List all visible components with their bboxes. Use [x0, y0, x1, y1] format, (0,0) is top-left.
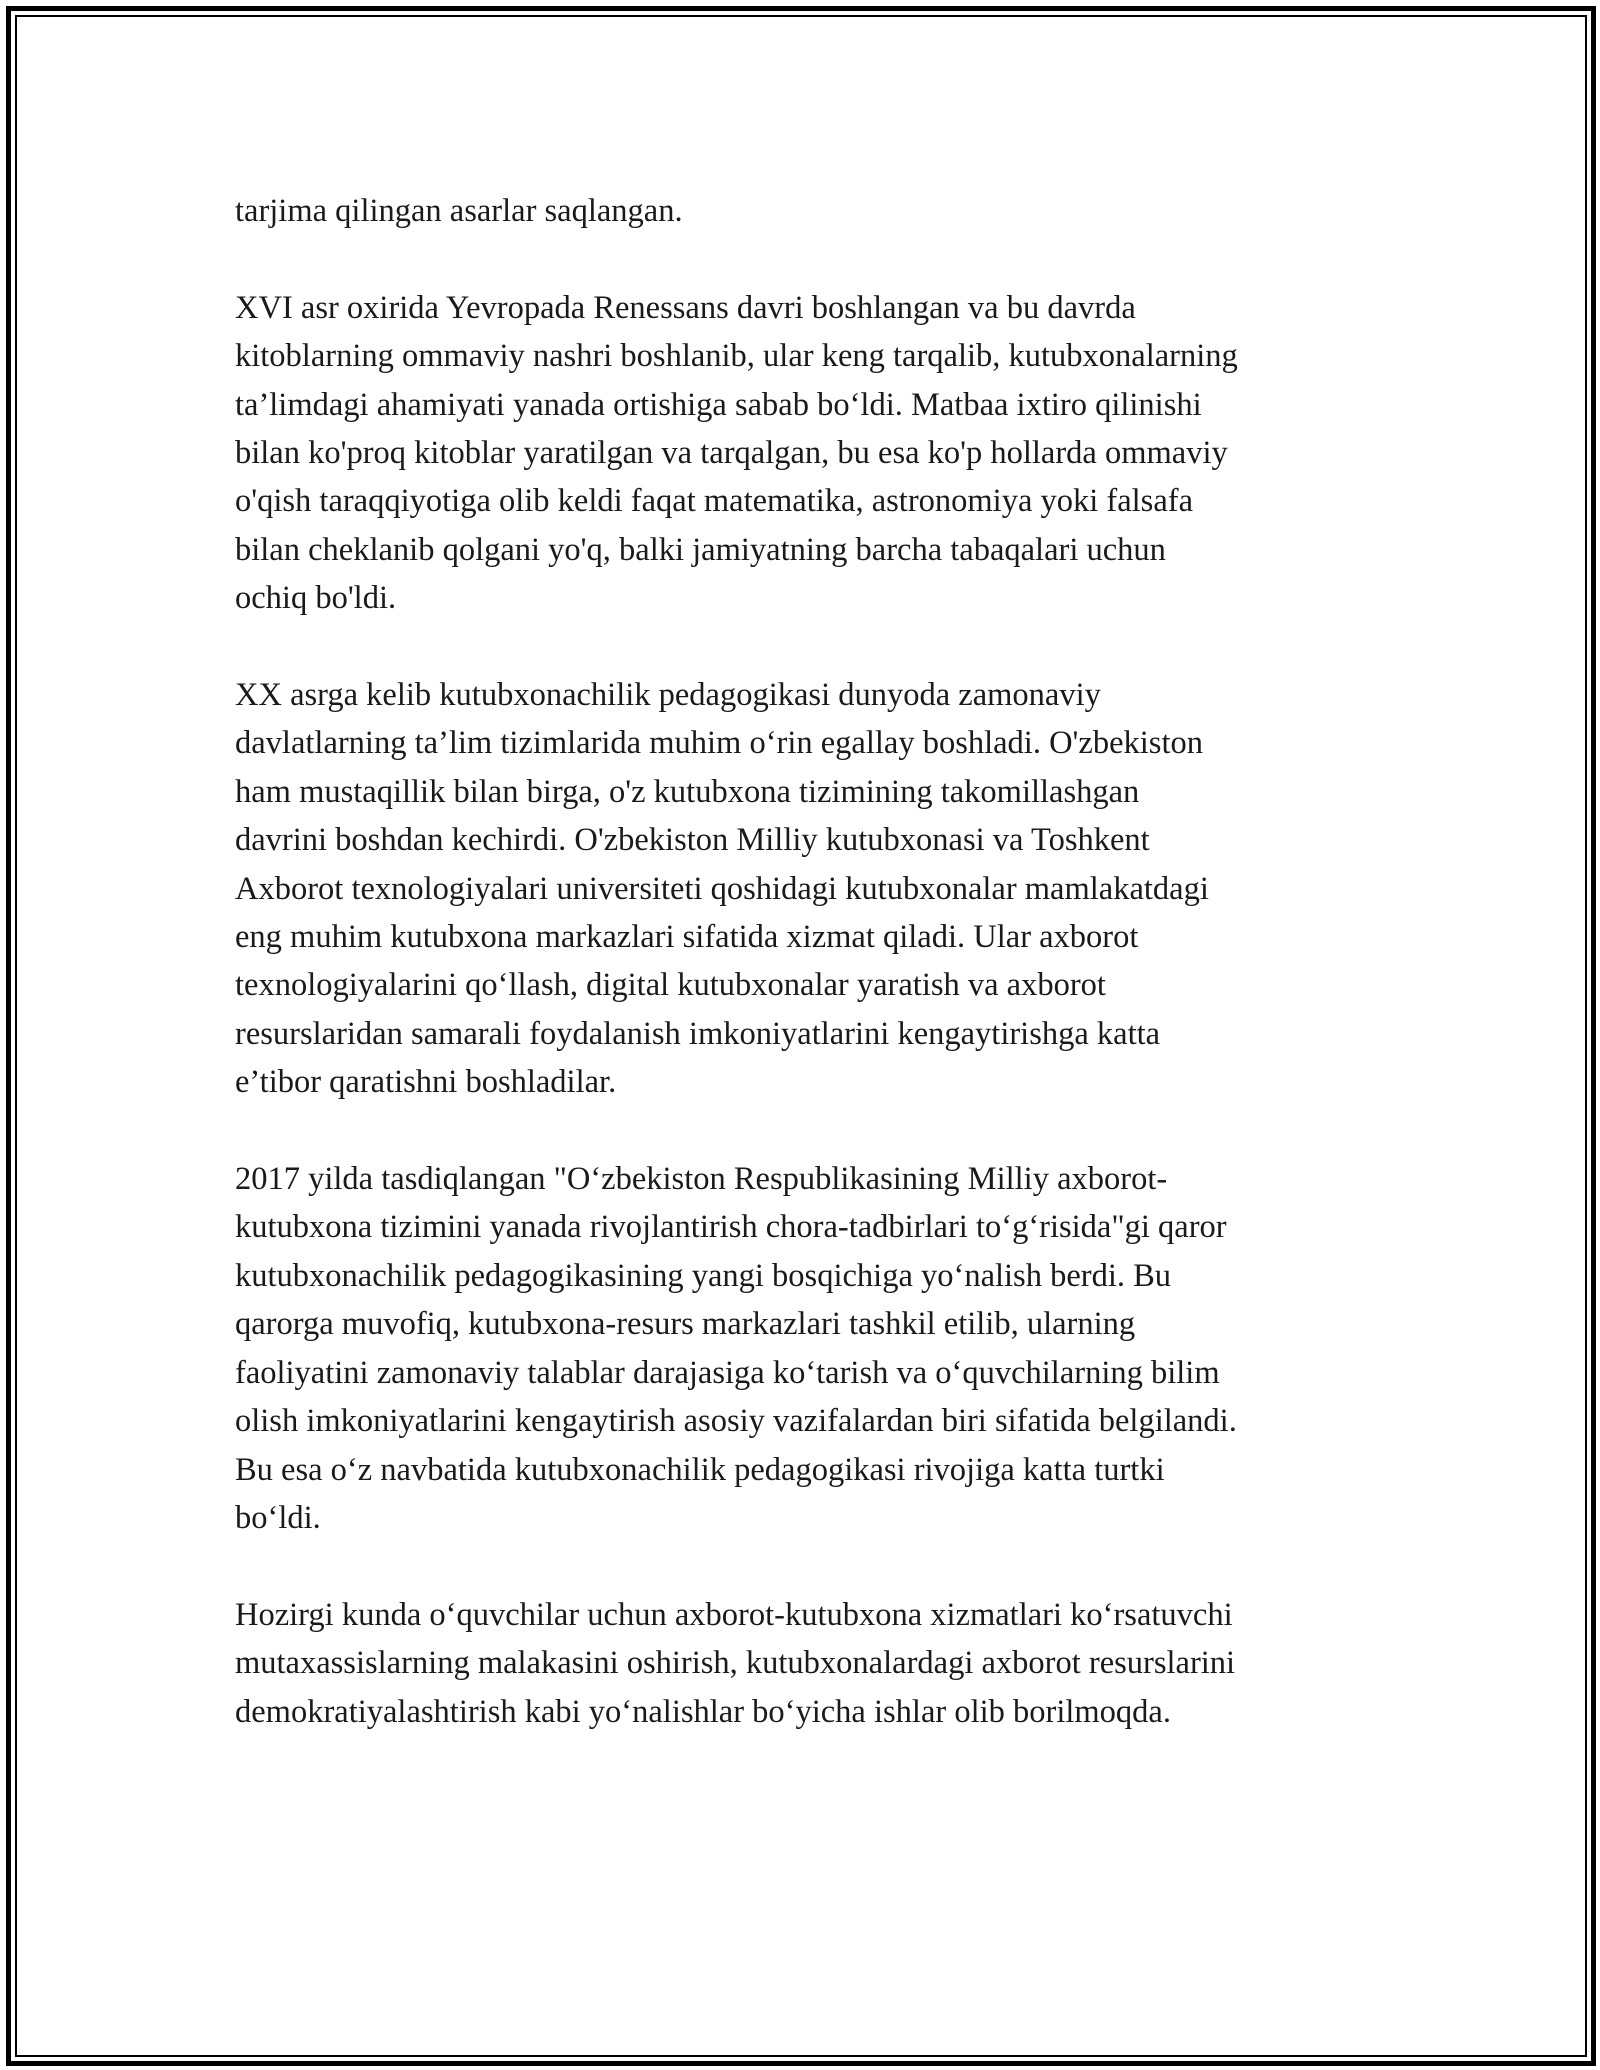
paragraph-2	[235, 284, 1375, 623]
text-line: texnologiyalarini qo‘llash, digital kutubxonalar yaratish va axborot	[235, 967, 1106, 1004]
text-line: demokratiyalashtirish kabi yo‘nalishlar bo‘yicha ishlar olib borilmoqda.	[235, 1693, 1171, 1730]
text-line: mutaxassislarning malakasini oshirish, kutubxonalardagi axborot resurslarini	[235, 1645, 1236, 1682]
paragraph-4	[235, 1155, 1375, 1542]
text-line: davlatlarning ta’lim tizimlarida muhim o‘rin egallay boshladi. O'zbekiston	[235, 725, 1203, 762]
text-line: faoliyatini zamonaviy talablar darajasiga ko‘tarish va o‘quvchilarning bilim	[235, 1354, 1220, 1391]
text-line: o'qish taraqqiyotiga olib keldi faqat matematika, astronomiya yoki falsafa	[235, 483, 1194, 520]
text-line: ham mustaqillik bilan birga, o'z kutubxona tizimining takomillashgan	[235, 773, 1140, 810]
text-line: XVI asr oxirida Yevropada Renessans davri boshlangan va bu davrda	[235, 289, 1136, 326]
paragraph-1	[235, 187, 1375, 235]
text-line: kitoblarning ommaviy nashri boshlanib, ular keng tarqalib, kutubxonalarning	[235, 338, 1238, 375]
text-line: XX asrga kelib kutubxonachilik pedagogikasi dunyoda zamonaviy	[235, 677, 1101, 714]
text-line: ochiq bo'ldi.	[235, 580, 397, 617]
text-line: bilan cheklanib qolgani yo'q, balki jamiyatning barcha tabaqalari uchun	[235, 531, 1166, 568]
text-line: 2017 yilda tasdiqlangan "O‘zbekiston Respublikasining Milliy axborot-	[235, 1161, 1168, 1198]
text-line: Hozirgi kunda o‘quvchilar uchun axborot-kutubxona xizmatlari ko‘rsatuvchi	[235, 1596, 1233, 1633]
text-line: tarjima qilingan asarlar saqlangan.	[235, 193, 683, 229]
text-line: Axborot texnologiyalari universiteti qoshidagi kutubxonalar mamlakatdagi	[235, 870, 1209, 907]
document-body	[235, 187, 1375, 1736]
text-line: qarorga muvofiq, kutubxona-resurs markazlari tashkil etilib, ularning	[235, 1306, 1136, 1343]
text-line: resurslaridan samarali foydalanish imkoniyatlarini kengaytirishga katta	[235, 1015, 1161, 1052]
paragraph-5	[235, 1591, 1375, 1736]
text-line: bo‘ldi.	[235, 1499, 321, 1536]
text-line: kutubxona tizimini yanada rivojlantirish chora-tadbirlari to‘g‘risida"gi qaror	[235, 1209, 1227, 1246]
text-line: olish imkoniyatlarini kengaytirish asosiy vazifalardan biri sifatida belgilandi.	[235, 1403, 1237, 1440]
text-line: Bu esa o‘z navbatida kutubxonachilik pedagogikasi rivojiga katta turtki	[235, 1451, 1165, 1488]
text-line: bilan ko'proq kitoblar yaratilgan va tarqalgan, bu esa ko'p hollarda ommaviy	[235, 435, 1228, 472]
text-line: ta’limdagi ahamiyati yanada ortishiga sabab bo‘ldi. Matbaa ixtiro qilinishi	[235, 386, 1202, 423]
text-line: kutubxonachilik pedagogikasining yangi bosqichiga yo‘nalish berdi. Bu	[235, 1257, 1172, 1294]
paragraph-3	[235, 671, 1375, 1107]
text-line: davrini boshdan kechirdi. O'zbekiston Milliy kutubxonasi va Toshkent	[235, 822, 1150, 859]
text-line: e’tibor qaratishni boshladilar.	[235, 1064, 617, 1101]
text-line: eng muhim kutubxona markazlari sifatida xizmat qiladi. Ular axborot	[235, 919, 1139, 956]
